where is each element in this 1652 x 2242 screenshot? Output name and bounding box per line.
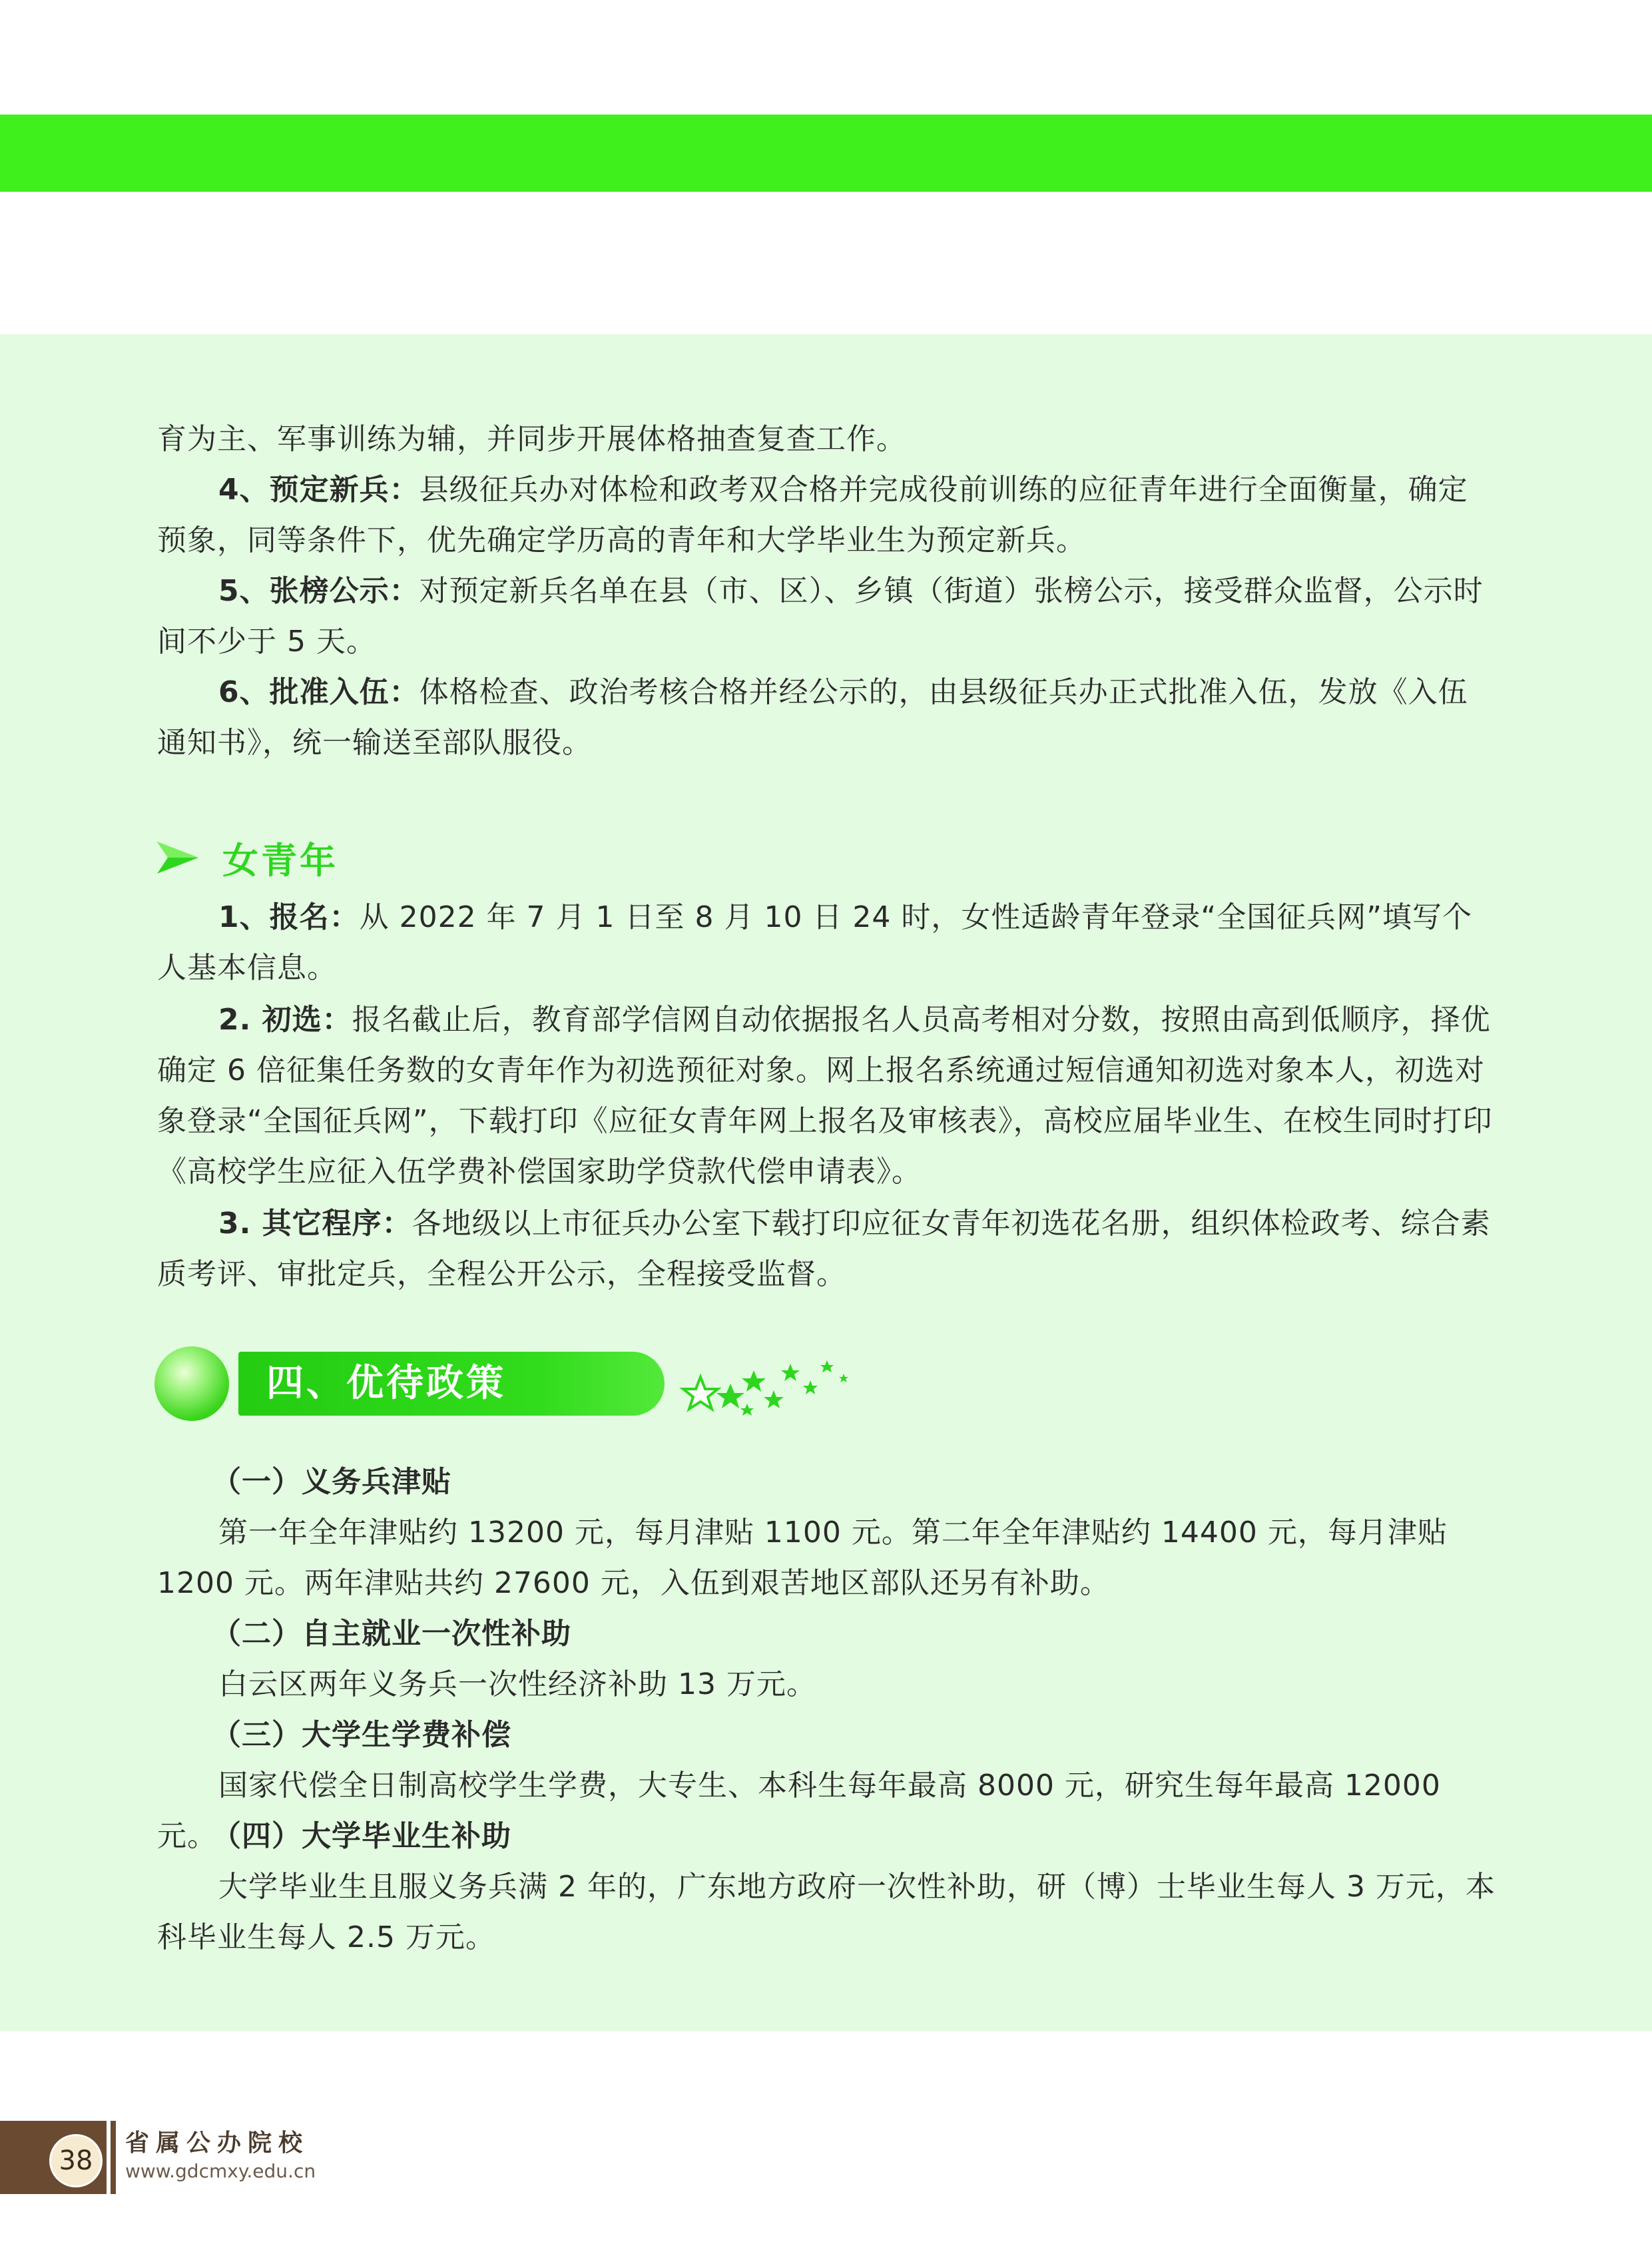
paragraph-text: 各地级以上市征兵办公室下载打印应征女青年初选花名册，组织体检政考、综合素质考评、审批定兵，全程公开公示，全程接受监督。 (157, 1207, 1491, 1291)
paragraph-predetermine-recruits (157, 465, 1496, 566)
paragraph-public-notice (157, 566, 1496, 667)
paragraph-lead: 3. 其它程序： (218, 1207, 412, 1241)
paragraph-lead: 2. 初选： (218, 1003, 352, 1037)
paragraph-lead: 6、批准入伍： (218, 675, 419, 709)
women-other-procedures (157, 1199, 1496, 1300)
paragraph-approve-enlistment (157, 667, 1496, 768)
subsection-heading-4: （四）大学毕业生补助 (212, 1819, 511, 1853)
paragraph-lead: 1、报名： (218, 900, 360, 934)
footer-school-name: 省属公办院校 (125, 2129, 310, 2157)
subsection-heading-3: （三）大学生学费补偿 (212, 1718, 511, 1752)
subsection-body-2: 白云区两年义务兵一次性经济补助 13 万元。 (218, 1667, 816, 1701)
footer-url: www.gdcmxy.edu.cn (125, 2160, 316, 2182)
subsection-body-3: 国家代偿全日制高校学生学费，大专生、本科生每年最高 8000 元，研究生每年最高 12000 元。 (157, 1769, 1441, 1853)
women-preliminary-selection (157, 995, 1496, 1197)
paragraph-text: 县级征兵办对体检和政考双合格并完成役前训练的应征青年进行全面衡量，确定预象，同等条件下，优先确定学历高的青年和大学毕业生为预定新兵。 (157, 473, 1468, 557)
subsection-body-1: 第一年全年津贴约 13200 元，每月津贴 1100 元。第二年全年津贴约 14400 元，每月津贴 1200 元。两年津贴共约 27600 元，入伍到艰苦地区部队还另有补助。 (157, 1516, 1448, 1600)
banner-circle-icon (154, 1346, 229, 1421)
paragraph-text: 体格检查、政治考核合格并经公示的，由县级征兵办正式批准入伍，发放《入伍通知书》，统一输送至部队服役。 (157, 675, 1468, 760)
paragraph-lead: 4、预定新兵： (218, 473, 419, 507)
subsection-heading-2: （二）自主就业一次性补助 (212, 1617, 571, 1651)
paragraph-text: 从 2022 年 7 月 1 日至 8 月 10 日 24 时，女性适龄青年登录“全国征兵网”填写个人基本信息。 (157, 900, 1472, 985)
stars-icon (674, 1344, 860, 1424)
paragraph-text: 育为主、军事训练为辅，并同步开展体格抽查复查工作。 (157, 422, 906, 456)
paragraph-text: 报名截止后，教育部学信网自动依据报名人员高考相对分数，按照由高到低顺序，择优确定 6 倍征集任务数的女青年作为初选预征对象。网上报名系统通过短信通知初选对象本人，初选对象登录“全国征兵网”，下载打印《应征女青年网上报名及审核表》，高校应届毕业生、在校生同时打印《高校学生应征入伍学费补偿国家助学贷款代偿申请表》。 (157, 1003, 1493, 1189)
women-heading: 女青年 (222, 839, 338, 882)
subsection-heading-1: （一）义务兵津贴 (212, 1465, 451, 1499)
paragraph-text: 对预定新兵名单在县（市、区）、乡镇（街道）张榜公示，接受群众监督，公示时间不少于 5 天。 (157, 574, 1484, 659)
section-title: 四、优待政策 (266, 1362, 506, 1405)
women-registration (157, 892, 1496, 993)
footer-divider (111, 2121, 116, 2194)
paragraph-continuation (157, 414, 1496, 465)
paragraph-lead: 5、张榜公示： (218, 574, 419, 608)
top-green-bar (0, 115, 1652, 192)
page-number: 38 (49, 2134, 103, 2187)
women-subheading (157, 831, 338, 884)
subsection-body-4: 大学毕业生且服义务兵满 2 年的，广东地方政府一次性补助，研（博）士毕业生每人 3 万元，本科毕业生每人 2.5 万元。 (157, 1870, 1496, 1954)
section-banner (154, 1344, 707, 1424)
arrow-icon (157, 842, 198, 874)
